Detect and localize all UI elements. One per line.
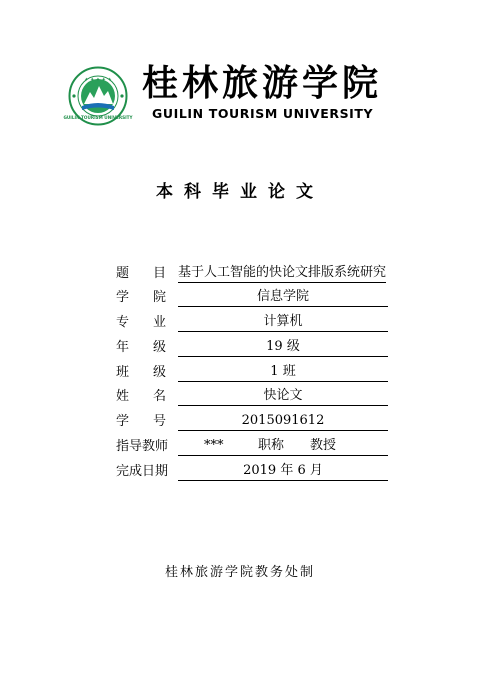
completion-row [116,461,396,483]
major-label: 专 业 [116,315,167,330]
advisor-row [116,436,396,458]
name-label: 姓 名 [116,389,167,404]
grade-value: 19 级 [178,338,388,357]
university-chinese-name: 桂林旅游学院 [142,62,383,104]
student-id-label: 学 号 [116,414,167,429]
advisor-value-line [178,437,388,456]
school-row [116,287,396,309]
svg-text:GUILIN TOURISM UNIVERSITY: GUILIN TOURISM UNIVERSITY [63,115,133,120]
issuer-footer: 桂林旅游学院教务处制 [164,565,315,580]
topic-label: 题 目 [116,266,167,281]
major-row [116,312,396,334]
document-title: 本科毕业论文 [156,182,324,202]
name-row [116,386,396,408]
student-id-row [116,411,396,433]
grade-row [116,337,396,359]
topic-value: 基于人工智能的快论文排版系统研究 [178,264,386,283]
advisor-title-value: 教授 [310,438,337,453]
class-row [116,362,396,384]
university-english-name: GUILIN TOURISM UNIVERSITY [152,106,374,121]
student-id-value: 2015091612 [178,412,388,431]
grade-label: 年 级 [116,340,167,355]
advisor-name: *** [204,438,224,453]
svg-text:✦ ✦ ✦ ✦ ✦: ✦ ✦ ✦ ✦ ✦ [84,77,112,83]
name-value: 快论文 [178,387,388,406]
major-value: 计算机 [178,313,388,332]
completion-value: 2019 年 6 月 [178,462,388,481]
advisor-title-label: 职称 [258,438,285,453]
completion-label: 完成日期 [116,464,169,479]
school-value: 信息学院 [178,288,388,307]
university-seal-icon [63,66,133,126]
school-label: 学 院 [116,290,167,305]
class-label: 班 级 [116,365,167,380]
advisor-label: 指导教师 [116,439,169,454]
class-value: 1 班 [178,363,388,382]
topic-row [116,263,396,285]
